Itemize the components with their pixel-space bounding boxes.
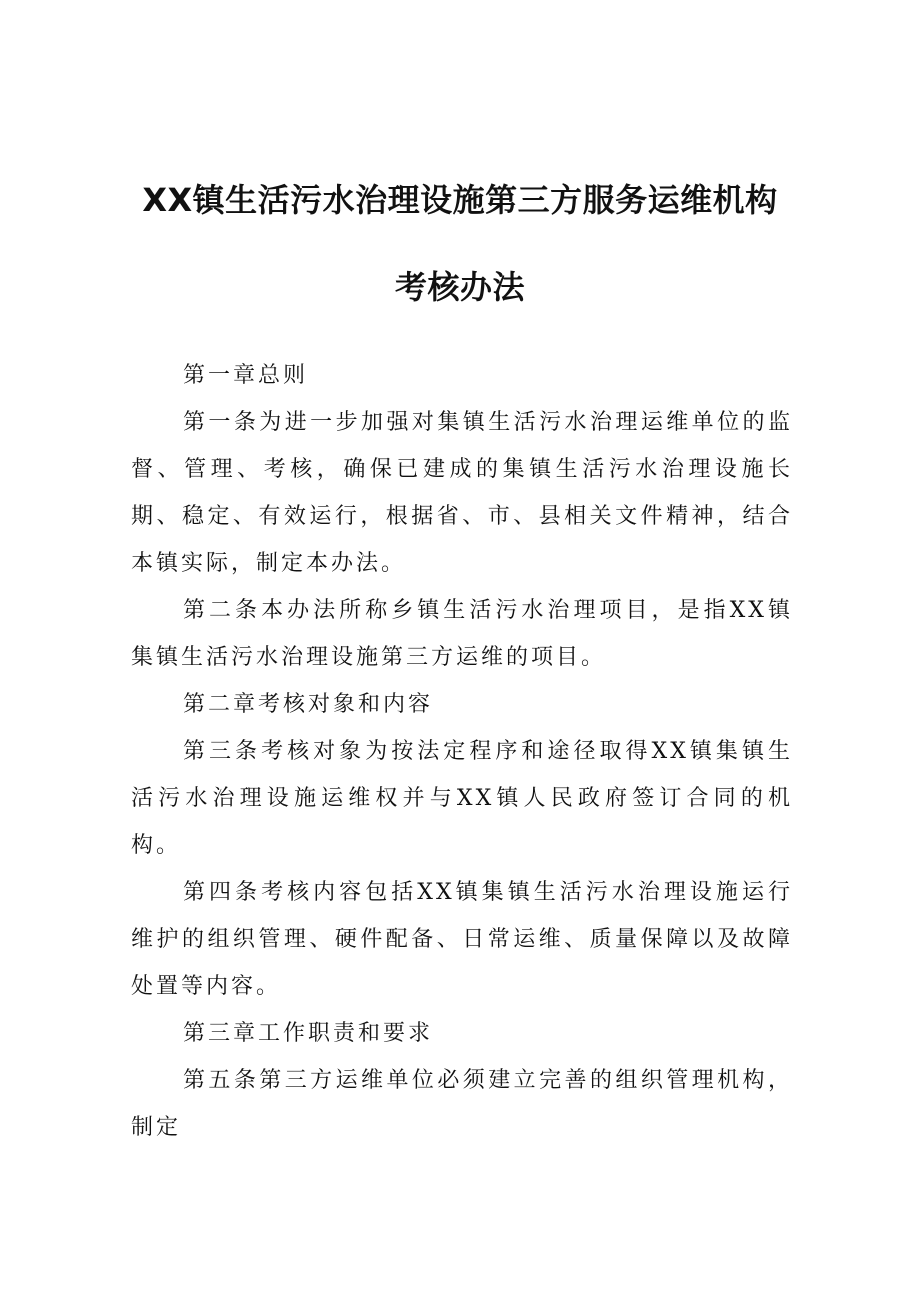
document-body [131,352,793,1151]
chapter-heading-2: 第二章考核对象和内容 [183,692,434,717]
document-title-line1: XX镇生活污水治理设施第三方服务运维机构 [142,181,778,219]
chapter-heading-3: 第三章工作职责和要求 [183,1021,434,1046]
article-1: 第一条为进一步加强对集镇生活污水治理运维单位的监督、管理、考核，确保已建成的集镇生活污水治理设施长期、稳定、有效运行，根据省、市、县相关文件精神，结合本镇实际，制定本办法。 [131,410,793,576]
article-5: 第五条第三方运维单位必须建立完善的组织管理机构，制定 [131,1068,793,1140]
article-4: 第四条考核内容包括XX镇集镇生活污水治理设施运行维护的组织管理、硬件配备、日常运维、质量保障以及故障处置等内容。 [131,880,793,999]
article-2: 第二条本办法所称乡镇生活污水治理项目，是指XX镇集镇生活污水治理设施第三方运维的项目。 [131,598,793,670]
chapter-heading-1: 第一章总则 [183,363,309,388]
document-title-line2: 考核办法 [394,268,525,306]
article-3: 第三条考核对象为按法定程序和途径取得XX镇集镇生活污水治理设施运维权并与XX镇人民政府签订合同的机构。 [131,739,793,858]
